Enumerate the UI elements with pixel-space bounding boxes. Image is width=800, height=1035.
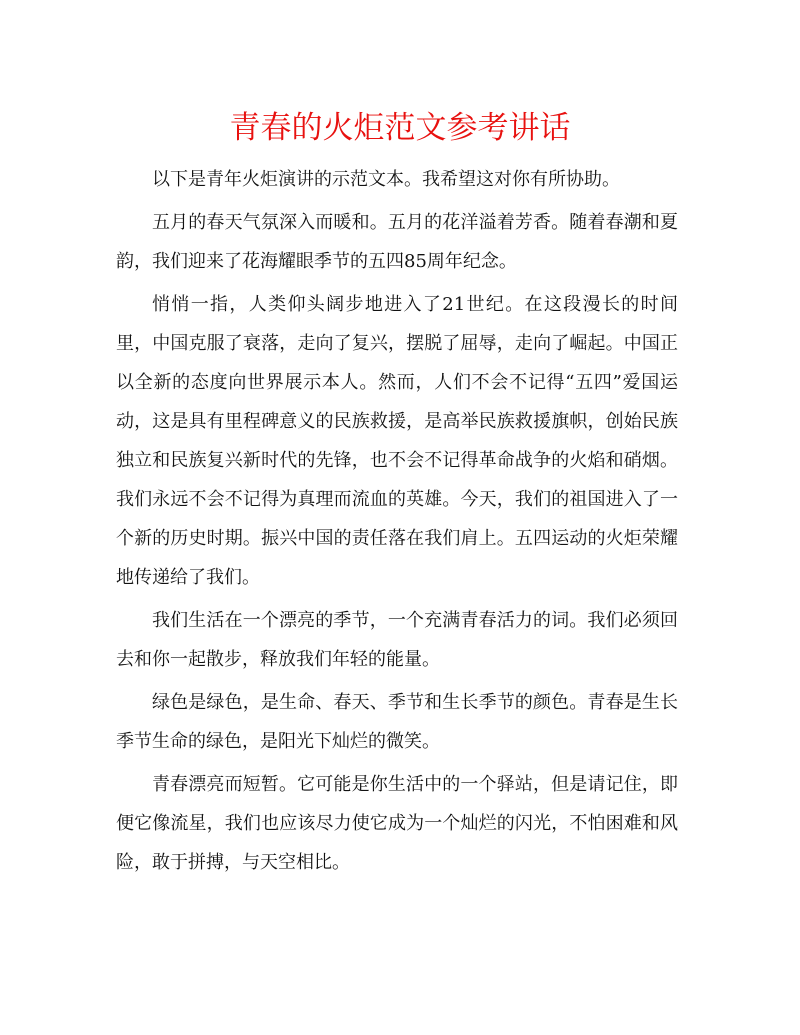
paragraph-intro: 以下是青年火炬演讲的示范文本。我希望这对你有所协助。	[152, 169, 620, 190]
paragraph-youth: 青春漂亮而短暂。它可能是你生活中的一个驿站，但是请记住，即便它像流星，我们也应该尽力使它成为一个灿烂的闪光，不怕困难和风险，敢于拼搏，与天空相比。	[116, 774, 678, 873]
paragraph-may: 五月的春天气氛深入而暖和。五月的花洋溢着芳香。随着春潮和夏韵，我们迎来了花海耀眼季节的五四85周年纪念。	[116, 212, 678, 272]
document-body	[116, 160, 678, 882]
paragraph-season: 我们生活在一个漂亮的季节，一个充满青春活力的词。我们必须回去和你一起散步，释放我们年轻的能量。	[116, 610, 678, 670]
paragraph-century: 悄悄一指，人类仰头阔步地进入了21世纪。在这段漫长的时间里，中国克服了衰落，走向了复兴，摆脱了屈辱，走向了崛起。中国正以全新的态度向世界展示本人。然而，人们不会不记得“五四”爱国运动，这是具有里程碑意义的民族救援，是高举民族救援旗帜，创始民族独立和民族复兴新时代的先锋，也不会不记得革命战争的火焰和硝烟。我们永远不会不记得为真理而流血的英雄。今天，我们的祖国进入了一个新的历史时期。振兴中国的责任落在我们肩上。五四运动的火炬荣耀地传递给了我们。	[116, 294, 678, 588]
document-title: 青春的火炬范文参考讲话	[229, 110, 571, 146]
paragraph-green: 绿色是绿色，是生命、春天、季节和生长季节的颜色。青春是生长季节生命的绿色，是阳光下灿烂的微笑。	[116, 692, 678, 752]
